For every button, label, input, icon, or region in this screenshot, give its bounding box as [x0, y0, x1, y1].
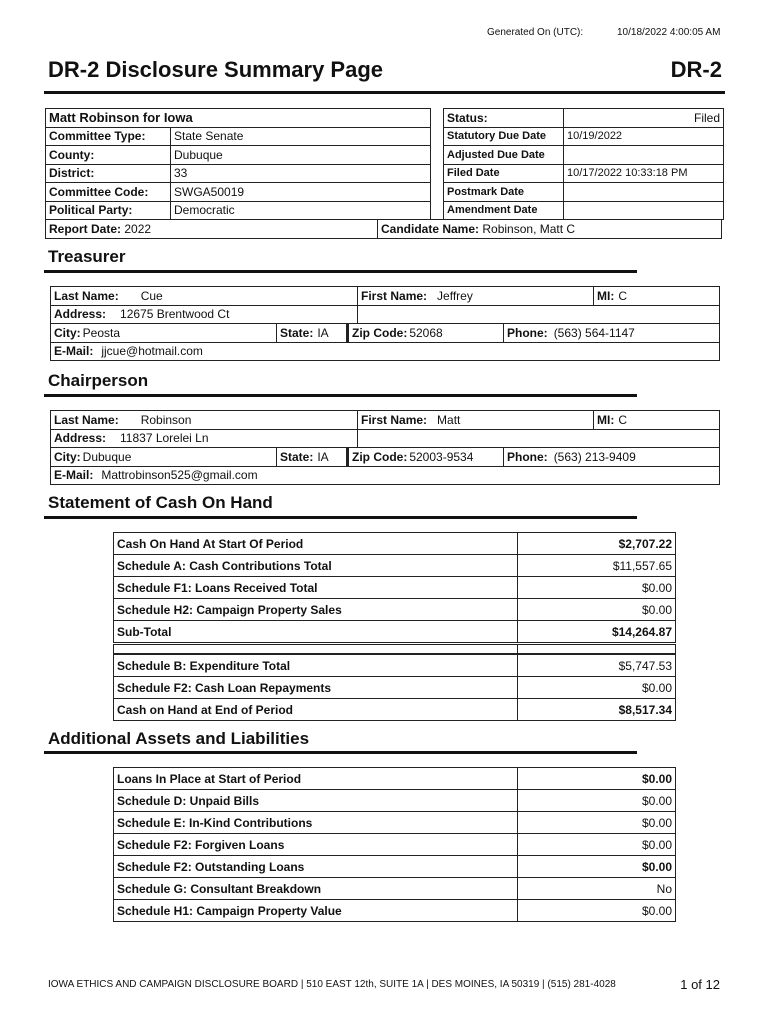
- committee-field-value: 33: [171, 164, 431, 183]
- phone-label: Phone:: [507, 325, 548, 340]
- last-label: Last Name:: [54, 412, 119, 427]
- line-item-value: $0.00: [518, 856, 676, 878]
- assets-heading: Additional Assets and Liabilities: [48, 729, 310, 748]
- generated-value: 10/18/2022 4:00:05 AM: [617, 27, 721, 38]
- candidate-label: Candidate Name:: [381, 222, 480, 236]
- money-row: [114, 599, 676, 621]
- treasurer-mi: C: [618, 288, 628, 303]
- city-label: City:: [54, 449, 81, 464]
- line-item-value: $5,747.53: [518, 655, 676, 677]
- zip-label: Zip Code:: [352, 325, 408, 340]
- money-row: [114, 834, 676, 856]
- line-item-label: Schedule F2: Forgiven Loans: [114, 834, 518, 856]
- chairperson-heading: Chairperson: [48, 371, 149, 390]
- section-rule: [44, 394, 637, 397]
- money-row: [114, 677, 676, 699]
- committee-field-value: State Senate: [171, 127, 431, 146]
- line-item-value: $0.00: [518, 599, 676, 621]
- treasurer-table: [50, 286, 720, 361]
- status-field-label: Filed Date: [444, 164, 564, 183]
- status-label: Status:: [444, 109, 564, 128]
- line-item-value: $14,264.87: [518, 621, 676, 643]
- state-label: State:: [280, 449, 314, 464]
- city-label: City:: [54, 325, 81, 340]
- email-label: E-Mail:: [54, 468, 94, 483]
- status-value: Filed: [564, 109, 724, 128]
- treasurer-zip: 52068: [409, 325, 443, 340]
- committee-name: Matt Robinson for Iowa: [46, 109, 431, 128]
- treasurer-city: Peosta: [82, 325, 121, 340]
- treasurer-state: IA: [317, 325, 329, 340]
- treasurer-email: jjcue@hotmail.com: [101, 344, 203, 359]
- treasurer-address: 12675 Brentwood Ct: [120, 307, 230, 322]
- committee-field-label: Committee Type:: [46, 127, 171, 146]
- status-field-value: [564, 146, 724, 165]
- title-rule: [44, 91, 725, 94]
- first-label: First Name:: [361, 288, 428, 303]
- money-row: [114, 790, 676, 812]
- report-date-label: Report Date:: [49, 222, 122, 236]
- report-date: 2022: [124, 222, 152, 236]
- chairperson-state: IA: [317, 449, 329, 464]
- line-item-label: Schedule D: Unpaid Bills: [114, 790, 518, 812]
- section-rule: [44, 270, 637, 273]
- line-item-label: Schedule B: Expenditure Total: [114, 655, 518, 677]
- line-item-label: Schedule H2: Campaign Property Sales: [114, 599, 518, 621]
- line-item-label: Schedule F2: Cash Loan Repayments: [114, 677, 518, 699]
- money-row: [114, 878, 676, 900]
- line-item-label: Loans In Place at Start of Period: [114, 768, 518, 790]
- committee-field-label: District:: [46, 164, 171, 183]
- phone-label: Phone:: [507, 449, 548, 464]
- treasurer-heading: Treasurer: [48, 247, 126, 266]
- line-item-label: Schedule F2: Outstanding Loans: [114, 856, 518, 878]
- section-rule: [44, 751, 637, 754]
- treasurer-phone: (563) 564-1147: [553, 325, 635, 340]
- line-item-label: Cash on Hand at End of Period: [114, 699, 518, 721]
- line-item-label: Sub-Total: [114, 621, 518, 643]
- committee-field-value: Democratic: [171, 201, 431, 220]
- chairperson-address: 11837 Lorelei Ln: [120, 431, 209, 446]
- chairperson-email: Mattrobinson525@gmail.com: [101, 468, 258, 483]
- assets-table: [113, 767, 676, 922]
- zip-label: Zip Code:: [352, 449, 408, 464]
- chairperson-last: Robinson: [140, 412, 192, 427]
- line-item-value: $0.00: [518, 677, 676, 699]
- line-item-value: No: [518, 878, 676, 900]
- status-field-label: Adjusted Due Date: [444, 146, 564, 165]
- money-row: [114, 577, 676, 599]
- committee-field-value: SWGA50019: [171, 183, 431, 202]
- chairperson-phone: (563) 213-9409: [553, 449, 636, 464]
- cash-heading: Statement of Cash On Hand: [48, 493, 273, 512]
- money-row: [114, 533, 676, 555]
- status-field-value: [564, 201, 724, 220]
- committee-field-value: Dubuque: [171, 146, 431, 165]
- last-label: Last Name:: [54, 288, 119, 303]
- line-item-value: $11,557.65: [518, 555, 676, 577]
- committee-table: [45, 108, 431, 220]
- line-item-label: Schedule E: In-Kind Contributions: [114, 812, 518, 834]
- chairperson-table: [50, 410, 720, 485]
- line-item-value: $2,707.22: [518, 533, 676, 555]
- line-item-value: $0.00: [518, 790, 676, 812]
- committee-field-label: County:: [46, 146, 171, 165]
- status-field-label: Statutory Due Date: [444, 127, 564, 146]
- committee-field-label: Committee Code:: [46, 183, 171, 202]
- money-row: [114, 856, 676, 878]
- money-row: [114, 812, 676, 834]
- address-label: Address:: [54, 307, 107, 322]
- section-rule: [44, 516, 637, 519]
- candidate-name: Robinson, Matt C: [482, 222, 576, 236]
- page-title: DR-2 Disclosure Summary Page: [48, 57, 384, 82]
- email-label: E-Mail:: [54, 344, 94, 359]
- line-item-label: Schedule A: Cash Contributions Total: [114, 555, 518, 577]
- line-item-label: Schedule G: Consultant Breakdown: [114, 878, 518, 900]
- cash-table-2: [113, 654, 676, 721]
- line-item-value: $0.00: [518, 768, 676, 790]
- generated-label: Generated On (UTC):: [487, 27, 584, 38]
- line-item-value: $0.00: [518, 834, 676, 856]
- footer-text: IOWA ETHICS AND CAMPAIGN DISCLOSURE BOARD | 510 EAST 12th, SUITE 1A | DES MOINES, IA 50319 | (515) 281-4028: [48, 979, 616, 990]
- money-row: [114, 555, 676, 577]
- mi-label: MI:: [597, 412, 615, 427]
- line-item-value: $0.00: [518, 577, 676, 599]
- money-row: [114, 655, 676, 677]
- money-row: [114, 768, 676, 790]
- treasurer-first: Jeffrey: [437, 288, 473, 303]
- page-number: 1 of 12: [680, 977, 720, 992]
- cash-spacer: [113, 644, 676, 654]
- money-row: [114, 900, 676, 922]
- committee-field-label: Political Party:: [46, 201, 171, 220]
- report-candidate-row: [45, 219, 722, 239]
- chairperson-first: Matt: [437, 412, 461, 427]
- address-label: Address:: [54, 431, 107, 446]
- mi-label: MI:: [597, 288, 615, 303]
- status-field-value: 10/19/2022: [564, 127, 724, 146]
- status-field-label: Postmark Date: [444, 183, 564, 202]
- status-field-label: Amendment Date: [444, 201, 564, 220]
- status-field-value: [564, 183, 724, 202]
- line-item-value: $0.00: [518, 900, 676, 922]
- line-item-label: Schedule H1: Campaign Property Value: [114, 900, 518, 922]
- chairperson-city: Dubuque: [82, 449, 132, 464]
- cash-table: [113, 532, 676, 643]
- state-label: State:: [280, 325, 314, 340]
- status-field-value: 10/17/2022 10:33:18 PM: [564, 164, 724, 183]
- form-code: DR-2: [670, 57, 722, 82]
- first-label: First Name:: [361, 412, 428, 427]
- treasurer-last: Cue: [140, 288, 163, 303]
- money-row: [114, 621, 676, 643]
- chairperson-mi: C: [618, 412, 628, 427]
- line-item-value: $8,517.34: [518, 699, 676, 721]
- money-row: [114, 699, 676, 721]
- status-table: [443, 108, 724, 220]
- chairperson-zip: 52003-9534: [409, 449, 474, 464]
- line-item-value: $0.00: [518, 812, 676, 834]
- line-item-label: Schedule F1: Loans Received Total: [114, 577, 518, 599]
- line-item-label: Cash On Hand At Start Of Period: [114, 533, 518, 555]
